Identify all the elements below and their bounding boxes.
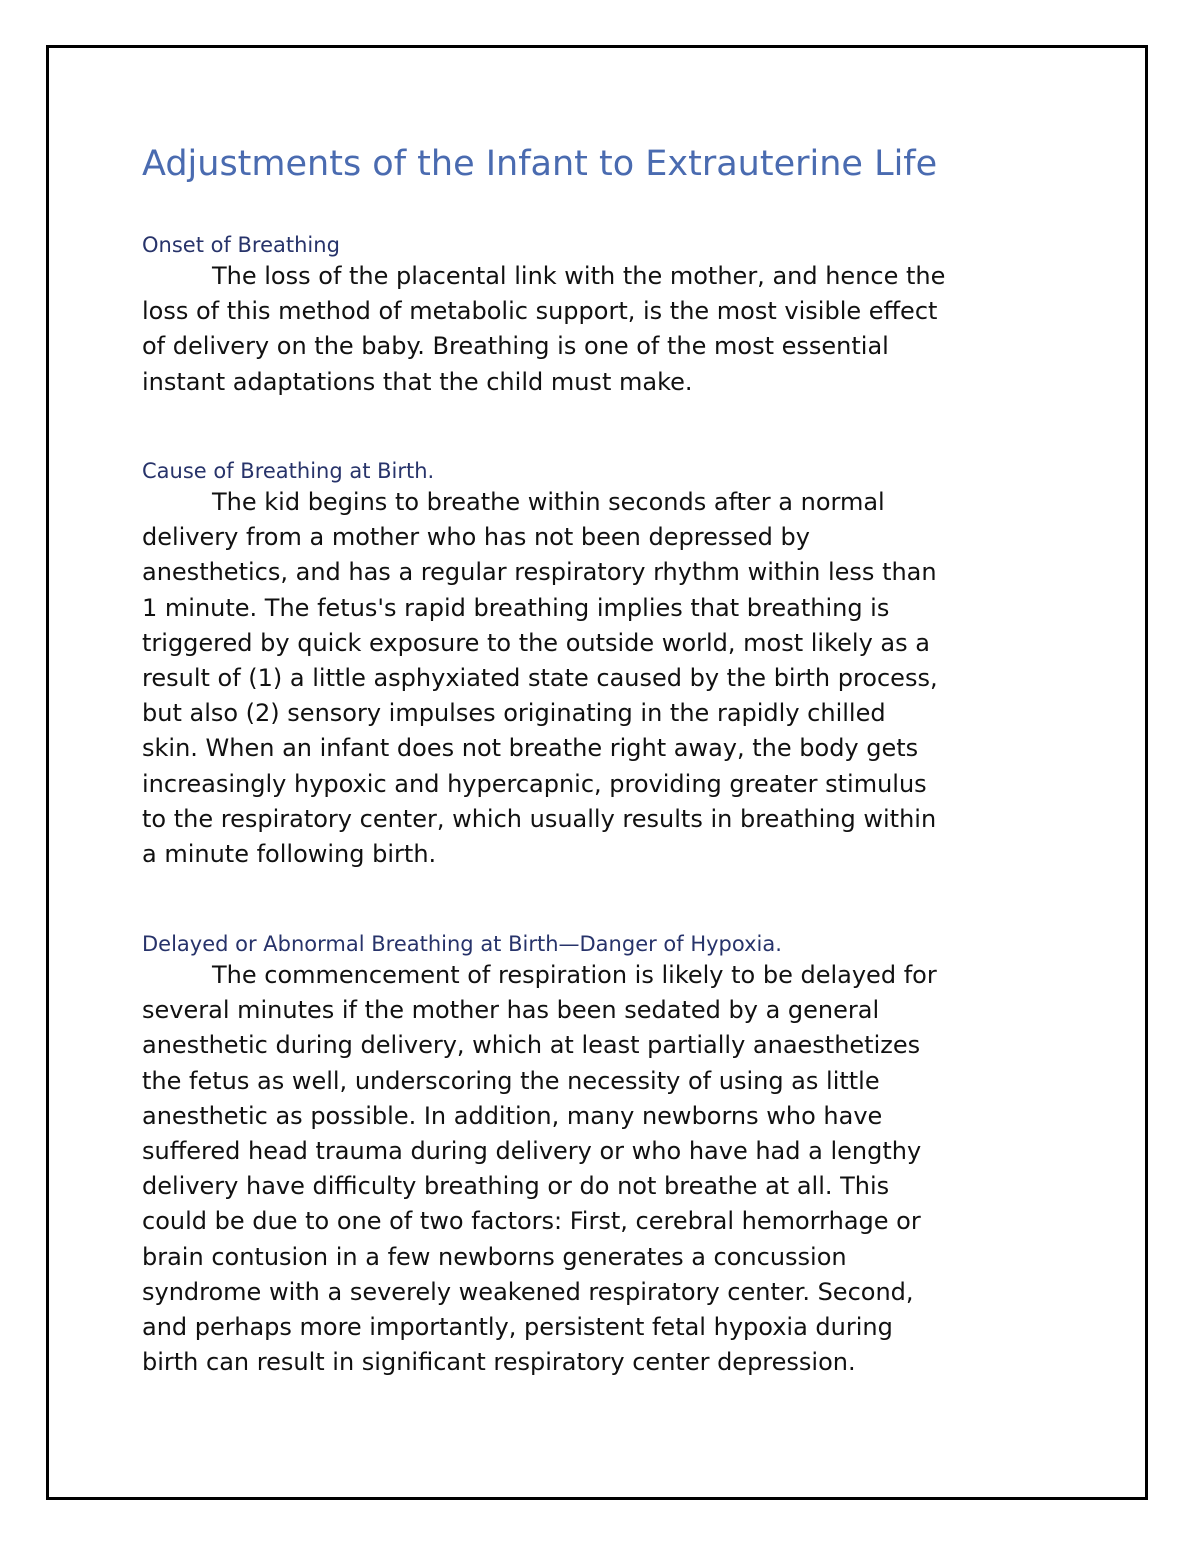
section-paragraph: The commencement of respiration is likely to be delayed for several minutes if the mother has been sedated by a general anesthetic during delivery, which at least partially anaesthetizes the fetus as well, underscoring the necessity of using as little anesthetic as possible. In addition, many newborns who have suffered head trauma during delivery or who have had a lengthy delivery have difficulty breathing or do not breathe at all. This could be due to one of two factors: First, cerebral hemorrhage or brain contusion in a few newborns generates a concussion syndrome with a severely weakened respiratory center. Second, and perhaps more importantly, persistent fetal hypoxia during birth can result in significant respiratory center depression. xyxy=(142,961,937,1377)
section-cause-of-breathing xyxy=(142,458,1062,872)
section-paragraph: The kid begins to breathe within seconds after a normal delivery from a mother who has not been depressed by anesthetics, and has a regular respiratory rhythm within less than 1 minute. The fetus's rapid breathing implies that breathing is triggered by quick exposure to the outside world, most likely as a result of (1) a little asphyxiated state caused by the birth process, but also (2) sensory impulses originating in the rapidly chilled skin. When an infant does not breathe right away, the body gets increasingly hypoxic and hypercapnic, providing greater stimulus to the respiratory center, which usually results in breathing within a minute following birth. xyxy=(142,488,938,869)
section-heading: Delayed or Abnormal Breathing at Birth—Danger of Hypoxia. xyxy=(142,932,782,956)
section-paragraph: The loss of the placental link with the mother, and hence the loss of this method of metabolic support, is the most visible effect of delivery on the baby. Breathing is one of the most essential instant adaptations that the child must make. xyxy=(142,262,946,396)
document-content xyxy=(142,140,1062,1377)
section-heading: Onset of Breathing xyxy=(142,233,340,257)
section-onset-of-breathing xyxy=(142,232,1062,400)
document-title: Adjustments of the Infant to Extrauterine Life xyxy=(142,144,938,184)
section-delayed-breathing xyxy=(142,931,1062,1380)
section-heading: Cause of Breathing at Birth. xyxy=(142,459,435,483)
